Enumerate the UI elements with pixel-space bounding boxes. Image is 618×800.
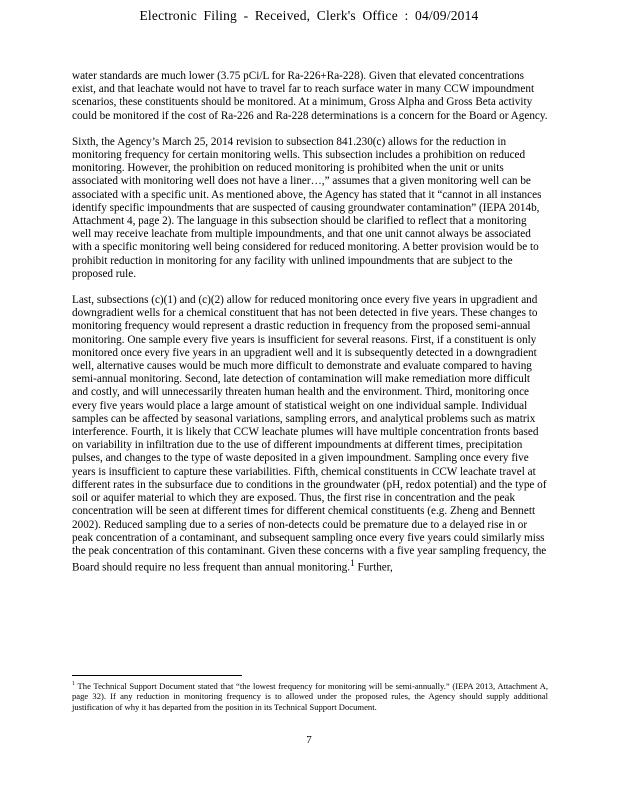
footnote-reference: 1	[350, 559, 355, 570]
footnote-marker: 1	[72, 681, 75, 687]
paragraph-sixth: Sixth, the Agency’s March 25, 2014 revision to subsection 841.230(c) allows for the reduction in monitoring frequency for certain monitoring wells. This subsection includes a prohibition on reduced monitoring. However, the prohibition on reduced monitoring is prohibited when the unit or units associated with monitoring well does not have a liner…,” assumes that a given monitoring well can be associated with a specific unit. As mentioned above, the Agency has stated that it “cannot in all instances identify specific impoundments that are suspected of causing groundwater contamination” (IEPA 2014b, Attachment 4, page 2). The language in this subsection should be clarified to reflect that a monitoring well may receive leachate from multiple impoundments, and that one unit cannot always be associated with a specific monitoring well being considered for reduced monitoring. A better provision would be to prohibit reduction in monitoring for any facility with unlined impoundments that are subject to the proposed rule.	[72, 135, 542, 280]
footnote-text: The Technical Support Document stated that “the lowest frequency for monitoring will be semi-annually.” (IEPA 2013, Attachment A, page 32). If any reduction in monitoring frequency is to allowed under the proposed rules, the Agency should supply additional justification of why it has departed from the position in its Technical Support Document.	[72, 680, 548, 712]
page-number: 7	[306, 734, 312, 746]
paragraph-radium: water standards are much lower (3.75 pCi/L for Ra-226+Ra-228). Given that elevated concentrations exist, and that leachate would not have to travel far to reach surface water in many CCW impoundment scenarios, these constituents should be monitored. At a minimum, Gross Alpha and Gross Beta activity could be monitored if the cost of Ra-226 and Ra-228 determinations is a concern for the Board or Agency.	[72, 70, 548, 122]
document-body	[72, 70, 548, 588]
paragraph-last-text: Last, subsections (c)(1) and (c)(2) allow for reduced monitoring once every five years in upgradient and downgradient wells for a chemical constituent that has not been detected in five years. These changes to monitoring frequency would represent a drastic reduction in frequency from the proposed semi-annual monitoring. One sample every five years is insufficient for several reasons. First, if a constituent is only monitored once every five years in an upgradient well and it is subsequently detected in a downgradient well, alternative causes would be much more difficult to demonstrate and evaluate compared to having semi-annual monitoring. Second, late detection of contamination will make remediation more difficult and costly, and will unnecessarily threaten human health and the environment. Third, monitoring once every five years would place a large amount of statistical weight on one individual sample. Individual samples can be affected by seasonal variations, sampling errors, and analytical problems such as matrix interference. Fourth, it is likely that CCW leachate plumes will have multiple concentration fronts based on variability in infiltration due to the use of different impoundments at different times, precipitation pulses, and changes to the type of waste deposited in a given impoundment. Sampling once every five years is insufficient to capture these variabilities. Fifth, chemical constituents in CCW leachate travel at different rates in the subsurface due to conditions in the groundwater (pH, redox potential) and the type of soil or aquifer material to which they are exposed. Thus, the first rise in concentration and the peak concentration will be seen at different times for different chemical constituents (e.g. Zheng and Bennett 2002). Reduced sampling due to a series of non-detects could be premature due to a delayed rise in or peak concentration of a contaminant, and subsequent sampling once every five years could similarly miss the peak concentration of this contaminant. Given these concerns with a five year sampling frequency, the Board should require no less frequent than annual monitoring.	[72, 294, 547, 574]
paragraph-last	[72, 294, 548, 575]
filing-header: Electronic Filing - Received, Clerk's Office : 04/09/2014	[139, 8, 479, 23]
footnote	[72, 679, 548, 712]
paragraph-last-tail: Further,	[357, 561, 393, 574]
footnote-divider	[72, 675, 242, 676]
